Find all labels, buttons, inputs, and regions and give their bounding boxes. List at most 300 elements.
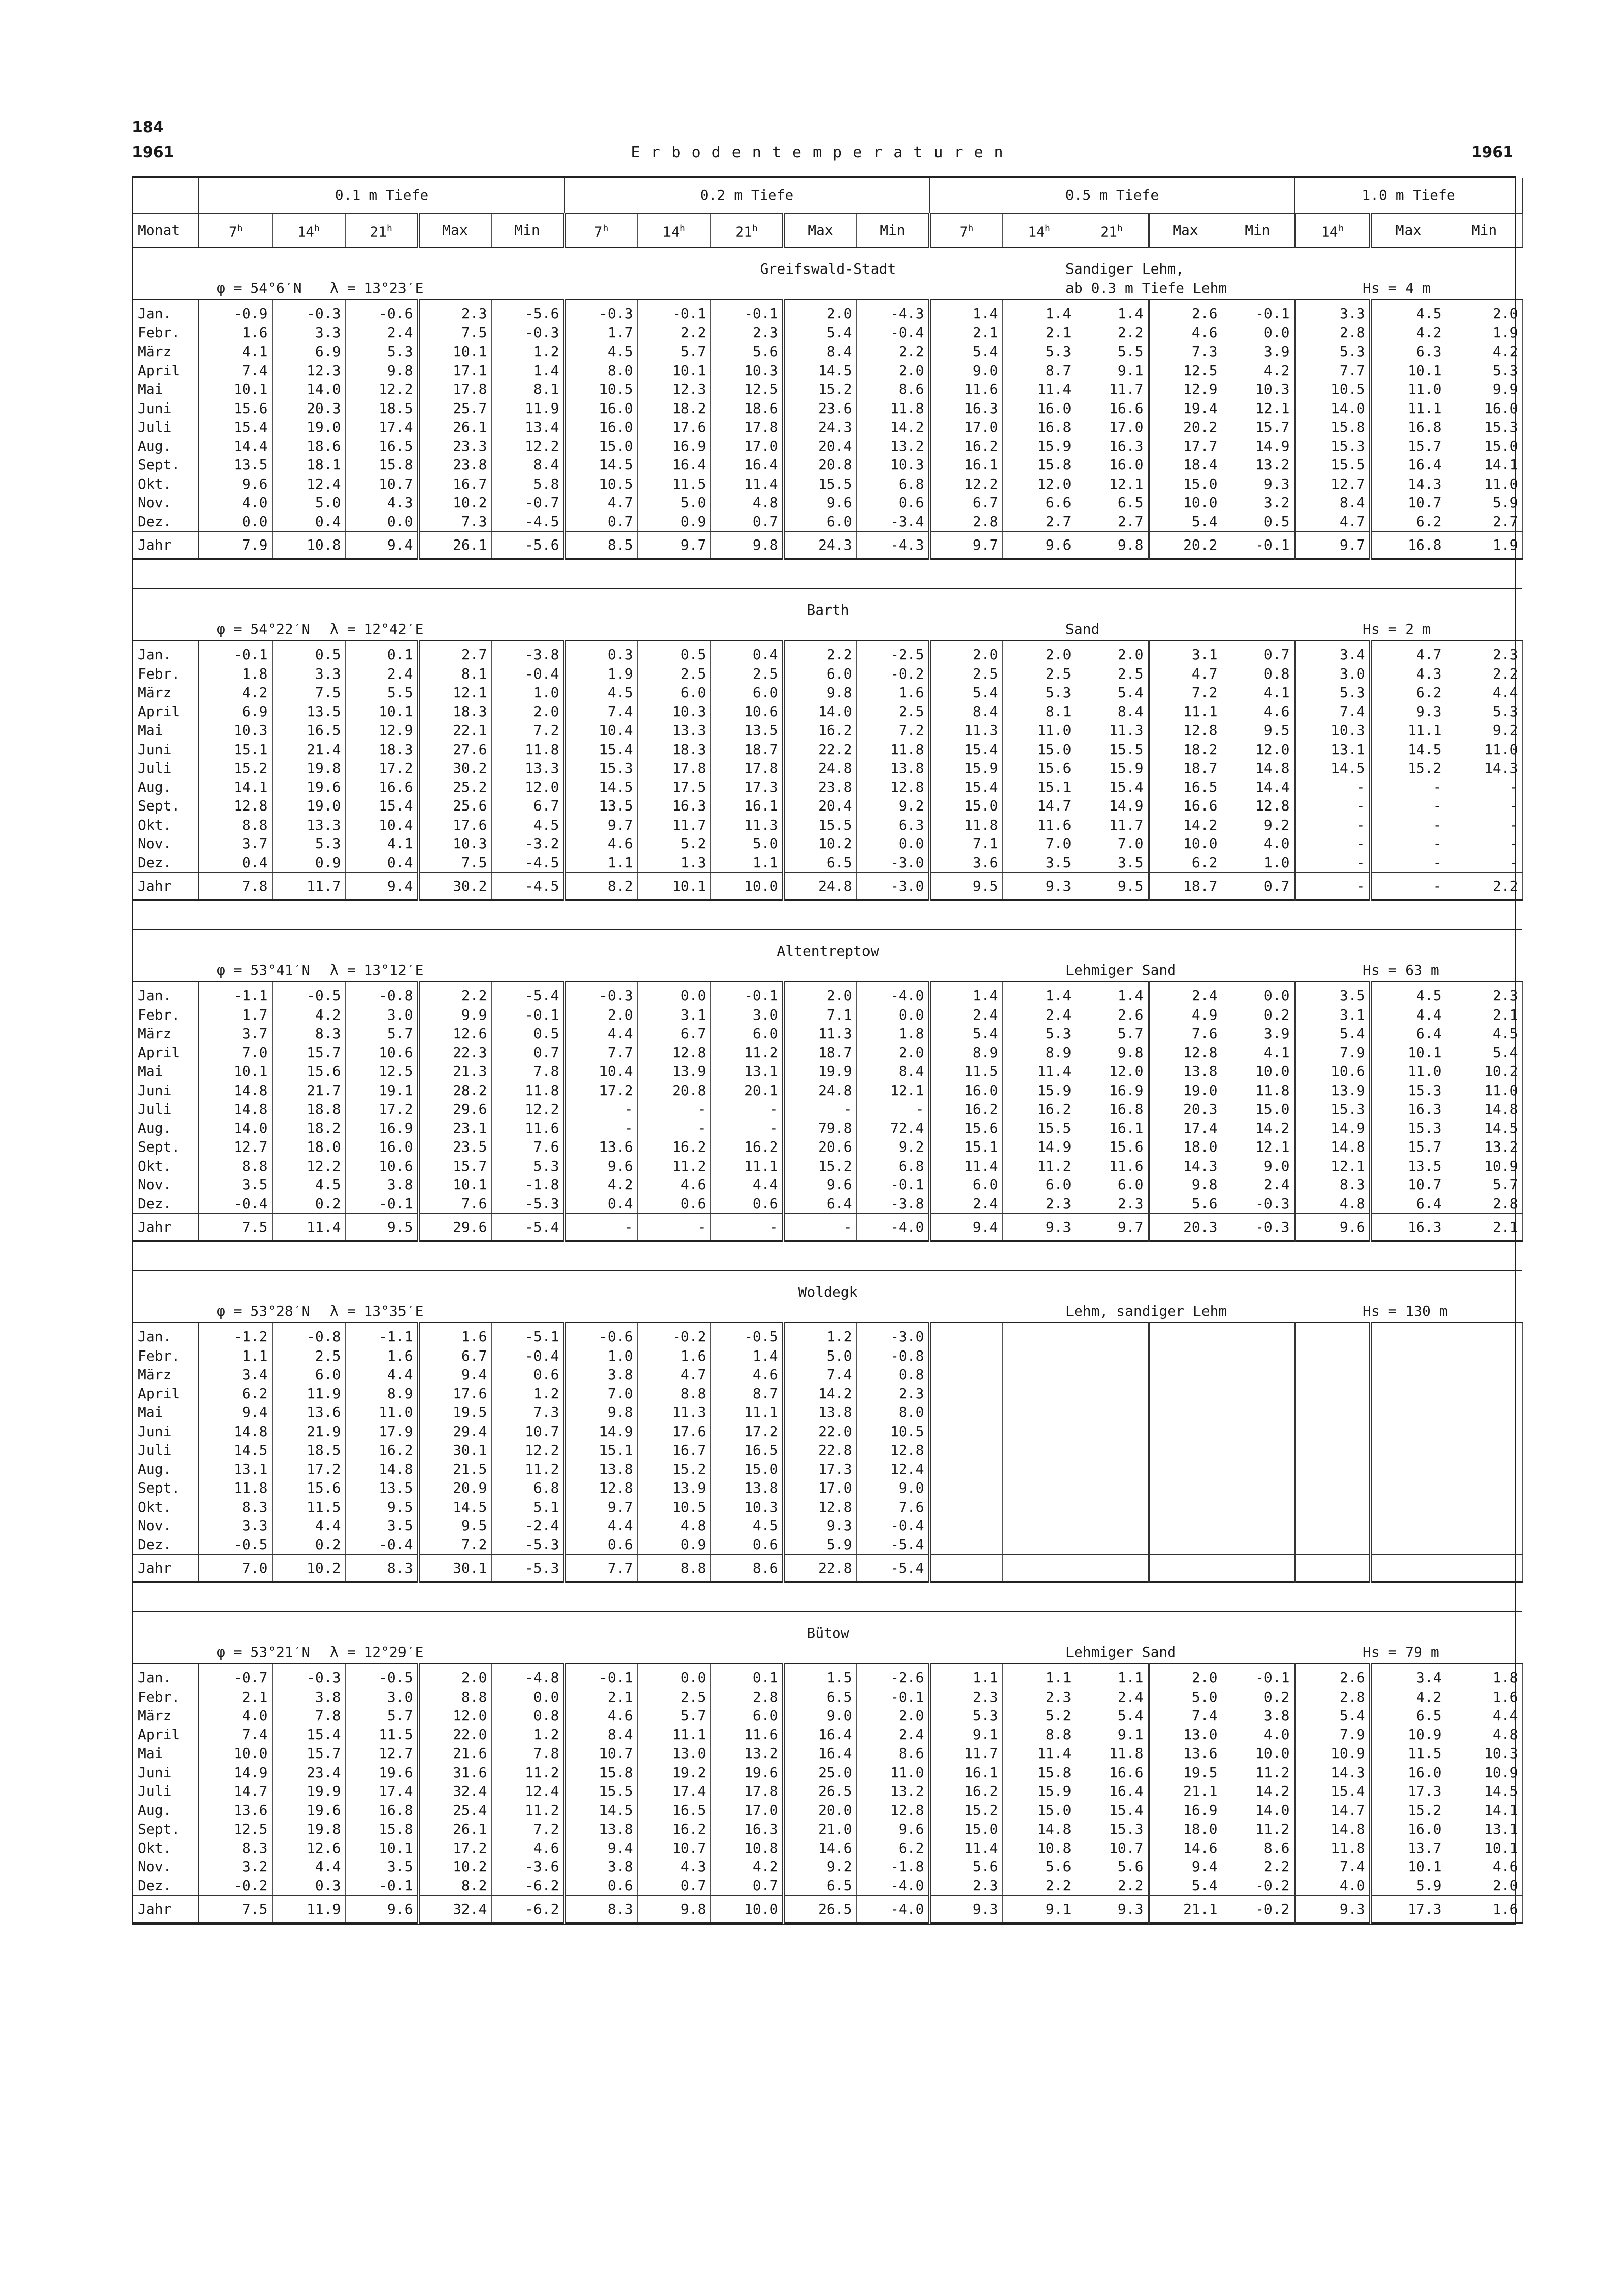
table-cell: 15.3	[564, 759, 637, 778]
table-cell: 10.9	[1370, 1725, 1446, 1744]
table-cell: 12.2	[929, 475, 1002, 494]
table-cell: 11.7	[929, 1744, 1002, 1763]
table-cell: 9.2	[856, 796, 929, 816]
table-cell: 11.1	[1370, 399, 1446, 418]
table-cell: 15.4	[1076, 1801, 1149, 1820]
table-cell: 15.6	[929, 1119, 1002, 1138]
table-cell: 8.9	[345, 1384, 418, 1403]
year-cell: 8.6	[710, 1555, 783, 1582]
table-cell: 14.3	[1446, 759, 1522, 778]
table-cell: 18.3	[418, 702, 491, 721]
month-label: Sept.	[133, 1819, 199, 1839]
table-cell: 7.4	[1295, 702, 1370, 721]
table-cell: 0.4	[710, 641, 783, 664]
table-cell: 5.7	[637, 342, 710, 361]
table-cell: 17.6	[418, 1384, 491, 1403]
station-elevation: Hs = 130 m	[1363, 1303, 1448, 1319]
column-header-row	[133, 213, 1522, 248]
table-cell: 13.6	[564, 1137, 637, 1157]
table-cell: 5.4	[929, 342, 1002, 361]
table-cell: 10.1	[199, 1062, 272, 1081]
table-cell: 5.3	[1446, 702, 1522, 721]
table-cell: 15.8	[1002, 455, 1076, 475]
column-header: Min	[1446, 213, 1522, 248]
table-cell: -0.1	[1222, 1664, 1295, 1687]
table-cell: -	[1295, 834, 1370, 853]
table-cell: 6.5	[783, 1687, 856, 1707]
table-cell: 12.0	[491, 778, 564, 797]
table-cell: 16.8	[345, 1801, 418, 1820]
table-cell	[1222, 1403, 1295, 1422]
table-cell: 7.0	[564, 1384, 637, 1403]
table-cell: 10.4	[345, 816, 418, 835]
table-cell: 9.3	[783, 1516, 856, 1535]
table-cell: 6.3	[1370, 342, 1446, 361]
table-row	[133, 683, 1522, 702]
table-cell: 20.4	[783, 437, 856, 456]
table-cell: 14.1	[1446, 455, 1522, 475]
table-cell: 15.3	[1370, 1081, 1446, 1100]
table-cell: 2.3	[856, 1384, 929, 1403]
table-cell: 14.7	[1002, 796, 1076, 816]
table-cell: 10.3	[1222, 380, 1295, 399]
table-cell: 15.6	[1076, 1137, 1149, 1157]
year-cell: -5.6	[491, 531, 564, 559]
table-cell: 1.2	[783, 1323, 856, 1346]
table-cell: 13.5	[199, 455, 272, 475]
table-cell: -0.4	[199, 1194, 272, 1214]
table-row	[133, 1323, 1522, 1346]
table-cell	[1149, 1346, 1222, 1366]
table-row	[133, 778, 1522, 797]
table-cell: 5.3	[1295, 342, 1370, 361]
table-cell: 13.9	[637, 1478, 710, 1498]
table-cell: 12.8	[783, 1498, 856, 1517]
table-cell: 17.8	[710, 759, 783, 778]
table-cell: 10.3	[1295, 721, 1370, 740]
table-cell: 18.5	[272, 1441, 345, 1460]
column-header: 14$^h$	[272, 213, 345, 248]
table-cell: 10.5	[637, 1498, 710, 1517]
table-cell: 8.4	[856, 1062, 929, 1081]
table-cell: 17.4	[637, 1782, 710, 1801]
table-cell: 15.4	[929, 778, 1002, 797]
table-cell: 19.0	[1149, 1081, 1222, 1100]
month-label: April	[133, 702, 199, 721]
table-cell: 11.6	[710, 1725, 783, 1744]
table-cell: -3.6	[491, 1857, 564, 1876]
month-label: Okt.	[133, 816, 199, 835]
table-cell: 7.4	[1295, 1857, 1370, 1876]
table-cell: 16.0	[1002, 399, 1076, 418]
table-cell: 10.6	[1295, 1062, 1370, 1081]
table-cell: 8.6	[856, 1744, 929, 1763]
table-cell: 9.2	[1222, 816, 1295, 835]
month-label: März	[133, 683, 199, 702]
table-cell: 4.8	[637, 1516, 710, 1535]
table-cell: 0.3	[564, 641, 637, 664]
year-cell: 9.4	[929, 1213, 1002, 1241]
table-cell: 9.2	[856, 1137, 929, 1157]
month-label: Jan.	[133, 300, 199, 323]
table-cell: 14.0	[1222, 1801, 1295, 1820]
table-cell: 16.8	[1076, 1100, 1149, 1119]
table-cell: 4.8	[710, 493, 783, 512]
table-cell: -4.5	[491, 512, 564, 532]
column-header: Min	[856, 213, 929, 248]
table-cell: 18.3	[637, 740, 710, 759]
month-label: Aug.	[133, 437, 199, 456]
table-cell: 10.8	[710, 1839, 783, 1858]
table-cell: 17.0	[929, 418, 1002, 437]
year-cell: 9.3	[1295, 1896, 1370, 1923]
table-cell: -0.4	[856, 323, 929, 343]
table-cell: 18.2	[272, 1119, 345, 1138]
table-cell: 11.0	[1002, 721, 1076, 740]
table-cell: 12.1	[1222, 1137, 1295, 1157]
table-cell: 5.6	[1002, 1857, 1076, 1876]
table-cell: 22.0	[418, 1725, 491, 1744]
table-cell: 16.5	[710, 1441, 783, 1460]
table-cell	[1149, 1323, 1222, 1346]
table-cell: 2.0	[783, 982, 856, 1005]
table-cell: 16.3	[637, 796, 710, 816]
year-cell: 26.1	[418, 531, 491, 559]
table-cell: 11.8	[1222, 1081, 1295, 1100]
table-cell: 3.9	[1222, 1024, 1295, 1043]
table-cell: 16.3	[710, 1819, 783, 1839]
year-cell: 1.6	[1446, 1896, 1522, 1923]
table-cell: 10.2	[1446, 1062, 1522, 1081]
table-cell	[1002, 1323, 1076, 1346]
table-cell: 8.8	[418, 1687, 491, 1707]
table-cell: 12.8	[199, 796, 272, 816]
year-cell: 9.7	[637, 531, 710, 559]
table-cell: 11.4	[929, 1157, 1002, 1176]
table-cell: 10.0	[1222, 1744, 1295, 1763]
month-label: Nov.	[133, 834, 199, 853]
table-cell: -0.4	[856, 1516, 929, 1535]
table-cell: 0.4	[564, 1194, 637, 1214]
depth-header-0-5: 0.5 m Tiefe	[929, 178, 1295, 213]
table-cell: 11.3	[783, 1024, 856, 1043]
table-cell: -	[1446, 834, 1522, 853]
table-row	[133, 1857, 1522, 1876]
table-cell: -0.3	[564, 300, 637, 323]
table-cell: 6.4	[783, 1194, 856, 1214]
table-cell: -5.3	[491, 1194, 564, 1214]
table-cell: -0.8	[345, 982, 418, 1005]
table-cell: 15.4	[272, 1725, 345, 1744]
table-cell: 23.6	[783, 399, 856, 418]
table-cell: 4.5	[564, 683, 637, 702]
table-cell: 3.0	[345, 1687, 418, 1707]
table-cell: 9.5	[345, 1498, 418, 1517]
table-cell: 18.4	[1149, 455, 1222, 475]
table-cell: 5.3	[1002, 683, 1076, 702]
table-cell: 4.4	[1446, 683, 1522, 702]
table-cell: 14.1	[1446, 1801, 1522, 1820]
table-cell: 8.7	[710, 1384, 783, 1403]
table-cell: 1.2	[491, 342, 564, 361]
table-cell: -	[564, 1119, 637, 1138]
table-cell: 6.5	[783, 853, 856, 873]
table-cell	[1370, 1516, 1446, 1535]
month-label: Aug.	[133, 778, 199, 797]
table-cell: 1.0	[1222, 853, 1295, 873]
table-cell: 8.8	[637, 1384, 710, 1403]
table-cell: 5.7	[637, 1706, 710, 1725]
table-cell: 15.0	[1149, 475, 1222, 494]
table-cell: 19.0	[272, 796, 345, 816]
table-cell: -0.3	[272, 300, 345, 323]
table-cell: 5.7	[345, 1706, 418, 1725]
table-cell: 15.3	[1295, 1100, 1370, 1119]
table-cell: 11.1	[710, 1157, 783, 1176]
table-cell: 15.2	[199, 759, 272, 778]
table-cell: 11.6	[491, 1119, 564, 1138]
table-cell: 5.3	[1002, 342, 1076, 361]
table-cell: 13.5	[1370, 1157, 1446, 1176]
table-cell: 31.6	[418, 1763, 491, 1782]
table-cell: 21.9	[272, 1422, 345, 1441]
table-cell: 8.9	[1002, 1043, 1076, 1062]
table-cell: 3.1	[1295, 1005, 1370, 1025]
station-longitude: λ = 13°35′E	[330, 1303, 424, 1319]
table-cell	[1295, 1365, 1370, 1384]
table-cell: 5.7	[345, 1024, 418, 1043]
table-cell: 19.5	[1149, 1763, 1222, 1782]
table-cell: 7.5	[418, 853, 491, 873]
table-cell: 2.3	[1002, 1687, 1076, 1707]
column-header: 7$^h$	[199, 213, 272, 248]
table-cell: 16.1	[710, 796, 783, 816]
table-cell	[1002, 1384, 1076, 1403]
column-header: 14$^h$	[1002, 213, 1076, 248]
table-cell: 16.4	[1076, 1782, 1149, 1801]
table-cell: 4.2	[272, 1005, 345, 1025]
table-cell: 15.6	[272, 1478, 345, 1498]
table-cell: 15.5	[783, 816, 856, 835]
table-cell: 25.4	[418, 1801, 491, 1820]
table-cell: 4.0	[199, 1706, 272, 1725]
table-cell: 13.8	[564, 1460, 637, 1479]
table-cell: 1.4	[929, 982, 1002, 1005]
table-cell: 3.3	[199, 1516, 272, 1535]
table-cell: 5.9	[783, 1535, 856, 1555]
table-cell: 1.2	[491, 1384, 564, 1403]
year-cell	[1222, 1555, 1295, 1582]
table-cell: 13.5	[710, 721, 783, 740]
table-cell: 10.7	[1370, 493, 1446, 512]
table-row	[133, 1043, 1522, 1062]
year-cell: 1.9	[1446, 531, 1522, 559]
table-cell: 0.4	[345, 853, 418, 873]
table-cell: 7.5	[272, 683, 345, 702]
table-cell: 7.6	[856, 1498, 929, 1517]
table-cell: 6.5	[1370, 1706, 1446, 1725]
table-cell: 2.0	[1002, 641, 1076, 664]
year-cell: 9.3	[929, 1896, 1002, 1923]
month-label: Aug.	[133, 1119, 199, 1138]
table-cell: 15.0	[1446, 437, 1522, 456]
column-header: 21$^h$	[710, 213, 783, 248]
station-name: Woldegk	[798, 1284, 858, 1300]
table-cell: 12.2	[491, 1100, 564, 1119]
table-cell: -3.2	[491, 834, 564, 853]
table-cell: 6.8	[856, 1157, 929, 1176]
table-cell: 6.4	[1370, 1194, 1446, 1214]
table-cell: 23.4	[272, 1763, 345, 1782]
table-cell: 1.7	[199, 1005, 272, 1025]
table-cell	[1370, 1403, 1446, 1422]
table-cell: 0.7	[637, 1876, 710, 1896]
table-cell: 11.1	[710, 1403, 783, 1422]
table-cell: -0.5	[272, 982, 345, 1005]
table-cell	[1295, 1403, 1370, 1422]
year-cell: 7.9	[199, 531, 272, 559]
table-cell: 9.5	[418, 1516, 491, 1535]
table-cell: 4.0	[1222, 1725, 1295, 1744]
table-row	[133, 982, 1522, 1005]
table-cell: 4.5	[1370, 300, 1446, 323]
station-elevation: Hs = 63 m	[1363, 962, 1439, 978]
table-cell: 29.4	[418, 1422, 491, 1441]
table-cell: 6.4	[1370, 1024, 1446, 1043]
month-label: April	[133, 361, 199, 380]
table-row	[133, 1801, 1522, 1820]
table-cell	[1076, 1478, 1149, 1498]
month-label: Okt.	[133, 1839, 199, 1858]
table-cell: 16.2	[929, 1782, 1002, 1801]
table-cell: 15.5	[1002, 1119, 1076, 1138]
table-cell: 12.6	[272, 1839, 345, 1858]
table-cell: 0.5	[1222, 512, 1295, 532]
table-cell: 7.3	[1149, 342, 1222, 361]
table-cell: 10.1	[418, 1175, 491, 1194]
table-cell: 11.0	[1446, 475, 1522, 494]
table-cell: 17.0	[710, 1801, 783, 1820]
station-soil: Sand	[1065, 621, 1100, 637]
table-cell: 1.7	[564, 323, 637, 343]
table-cell	[1446, 1441, 1522, 1460]
table-cell: 11.7	[637, 816, 710, 835]
table-cell: -	[1446, 778, 1522, 797]
table-cell: -3.8	[491, 641, 564, 664]
table-cell: 13.3	[272, 816, 345, 835]
table-cell: 23.8	[418, 455, 491, 475]
year-cell: 9.8	[1076, 531, 1149, 559]
table-cell: 5.8	[491, 475, 564, 494]
month-label: Sept.	[133, 796, 199, 816]
table-cell: 4.4	[1446, 1706, 1522, 1725]
table-cell: 8.1	[418, 664, 491, 684]
table-cell: 5.3	[929, 1706, 1002, 1725]
table-cell: 11.5	[272, 1498, 345, 1517]
table-cell: 2.2	[783, 641, 856, 664]
table-cell	[1149, 1422, 1222, 1441]
table-cell: 2.5	[856, 702, 929, 721]
year-label: Jahr	[133, 872, 199, 900]
year-cell: 0.7	[1222, 872, 1295, 900]
table-cell: 5.7	[1076, 1024, 1149, 1043]
table-cell: 16.1	[929, 1763, 1002, 1782]
table-cell: 5.4	[1076, 1706, 1149, 1725]
table-cell: 8.0	[564, 361, 637, 380]
table-cell: 5.5	[345, 683, 418, 702]
table-row	[133, 1706, 1522, 1725]
column-header: Max	[1149, 213, 1222, 248]
year-cell: 9.3	[1076, 1896, 1149, 1923]
year-cell: 17.3	[1370, 1896, 1446, 1923]
table-cell: 5.3	[1002, 1024, 1076, 1043]
table-cell: 11.2	[491, 1460, 564, 1479]
table-cell: 9.8	[345, 361, 418, 380]
table-cell: 13.8	[1149, 1062, 1222, 1081]
table-cell: 15.2	[783, 380, 856, 399]
year-cell	[1076, 1555, 1149, 1582]
table-cell: 0.7	[564, 512, 637, 532]
table-cell: 17.9	[345, 1422, 418, 1441]
station-name: Barth	[807, 601, 849, 618]
table-cell: 14.2	[1149, 816, 1222, 835]
year-cell: 20.3	[1149, 1213, 1222, 1241]
table-cell: 13.0	[637, 1744, 710, 1763]
data-table	[133, 178, 1523, 1924]
table-cell: 6.7	[491, 796, 564, 816]
table-cell	[1295, 1535, 1370, 1555]
table-cell: 6.2	[1149, 853, 1222, 873]
table-cell: -	[637, 1119, 710, 1138]
month-label: Febr.	[133, 664, 199, 684]
table-cell: -0.2	[199, 1876, 272, 1896]
month-label: April	[133, 1043, 199, 1062]
table-cell: -	[1370, 834, 1446, 853]
table-cell	[1076, 1535, 1149, 1555]
table-cell	[1149, 1384, 1222, 1403]
table-cell: 19.9	[272, 1782, 345, 1801]
station-latitude: φ = 53°21′N	[217, 1644, 310, 1660]
table-cell: -	[783, 1100, 856, 1119]
table-cell: 18.7	[710, 740, 783, 759]
table-cell: 7.6	[418, 1194, 491, 1214]
table-cell: 2.1	[1446, 1005, 1522, 1025]
station-longitude: λ = 12°29′E	[330, 1644, 424, 1660]
year-cell: 9.5	[345, 1213, 418, 1241]
table-cell: 17.6	[418, 816, 491, 835]
year-cell	[1002, 1555, 1076, 1582]
table-cell	[1222, 1384, 1295, 1403]
table-cell: 16.0	[345, 1137, 418, 1157]
table-cell: 7.3	[491, 1403, 564, 1422]
year-row	[133, 872, 1522, 900]
table-cell: 14.1	[199, 778, 272, 797]
column-header: 14$^h$	[637, 213, 710, 248]
table-cell	[1370, 1422, 1446, 1441]
table-cell: 17.0	[783, 1478, 856, 1498]
table-cell: 20.8	[783, 455, 856, 475]
table-cell	[1149, 1478, 1222, 1498]
table-cell: 19.1	[345, 1081, 418, 1100]
table-cell: 13.8	[856, 759, 929, 778]
table-cell: 5.6	[1149, 1194, 1222, 1214]
table-cell: 1.8	[199, 664, 272, 684]
table-cell: 11.8	[856, 399, 929, 418]
table-cell: 3.5	[1002, 853, 1076, 873]
table-cell: 14.2	[1222, 1119, 1295, 1138]
station-separator	[133, 1582, 1522, 1612]
table-cell	[1370, 1441, 1446, 1460]
